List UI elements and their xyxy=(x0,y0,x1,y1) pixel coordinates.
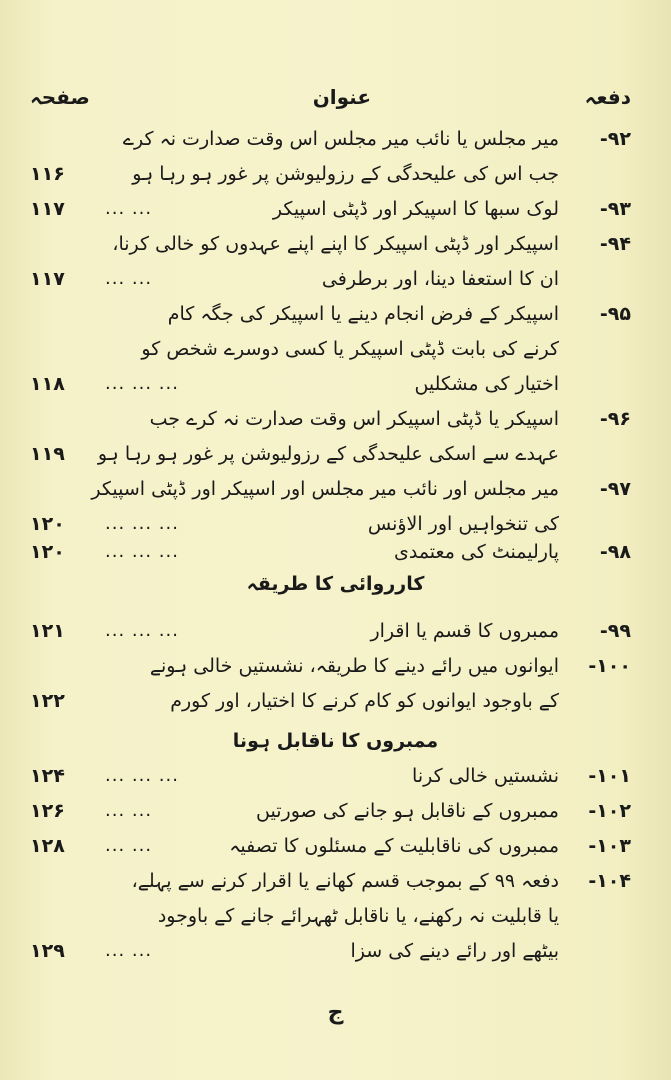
leader-dots: ... ... ... xyxy=(105,541,179,562)
entry-title: ایوانوں میں رائے دینے کا طریقہ، نشستیں خالی ہونے xyxy=(149,655,559,677)
toc-line xyxy=(0,835,671,871)
title-column-label: عنوان xyxy=(312,85,371,109)
entry-title: جب اس کی علیحدگی کے رزولیوشن پر غور ہو رہا ہو xyxy=(132,163,559,185)
entry-title: ممبروں کی ناقابلیت کے مسئلوں کا تصفیہ xyxy=(229,835,559,857)
section-number: ۹۹- xyxy=(599,620,631,642)
entry-title: پارلیمنٹ کی معتمدی xyxy=(393,541,559,563)
toc-line xyxy=(0,268,671,304)
section-column-label: دفعہ xyxy=(584,85,631,109)
toc-line xyxy=(0,163,671,199)
section-number: ۹۷- xyxy=(599,478,631,500)
page-number: ۱۲۸ xyxy=(30,835,65,857)
toc-line xyxy=(0,765,671,801)
leader-dots: ... ... xyxy=(105,940,153,961)
page-number: ۱۱۷ xyxy=(30,198,65,220)
toc-line xyxy=(0,408,671,444)
toc-line xyxy=(0,940,671,976)
section-number: ۹۶- xyxy=(599,408,631,430)
page-number: ۱۲۴ xyxy=(30,765,65,787)
entry-title: کے باوجود ایوانوں کو کام کرنے کا اختیار، اور کورم xyxy=(170,690,559,712)
entry-title: کرنے کی بابت ڈپٹی اسپیکر یا کسی دوسرے شخص کو xyxy=(141,338,559,360)
section-number: ۹۴- xyxy=(599,233,631,255)
section-number: ۱۰۱- xyxy=(588,765,631,787)
page-number: ۱۲۱ xyxy=(30,620,65,642)
toc-line xyxy=(0,478,671,514)
section-heading-disqualification: ممبروں کا ناقابل ہونا xyxy=(232,730,439,752)
page-number: ۱۲۰ xyxy=(30,541,65,563)
leader-dots: ... ... ... xyxy=(105,765,179,786)
leader-dots: ... ... xyxy=(105,198,153,219)
leader-dots: ... ... ... xyxy=(105,513,179,534)
section-number: ۹۵- xyxy=(599,303,631,325)
toc-line xyxy=(0,541,671,577)
entry-title: میر مجلس یا نائب میر مجلس اس وقت صدارت نہ کرے xyxy=(122,128,559,150)
entry-title: اسپیکر کے فرض انجام دینے یا اسپیکر کی جگہ کام xyxy=(167,303,559,325)
toc-line xyxy=(0,373,671,409)
toc-line xyxy=(0,338,671,374)
column-header-row xyxy=(0,85,671,119)
page-number: ۱۱۸ xyxy=(30,373,65,395)
toc-line xyxy=(0,800,671,836)
toc-line xyxy=(0,233,671,269)
page-number: ۱۲۲ xyxy=(30,690,65,712)
section-number: ۱۰۲- xyxy=(588,800,631,822)
section-number: ۱۰۰- xyxy=(588,655,631,677)
entry-title: ممبروں کا قسم یا اقرار xyxy=(370,620,559,642)
entry-title: اسپیکر یا ڈپٹی اسپیکر اس وقت صدارت نہ کرے جب xyxy=(149,408,559,430)
leader-dots: ... ... xyxy=(105,835,153,856)
page-number: ۱۲۶ xyxy=(30,800,65,822)
entry-title: نشستیں خالی کرنا xyxy=(412,765,559,787)
toc-line xyxy=(0,655,671,691)
toc-line xyxy=(0,905,671,941)
entry-title: لوک سبھا کا اسپیکر اور ڈپٹی اسپیکر xyxy=(272,198,559,220)
section-number: ۱۰۳- xyxy=(588,835,631,857)
entry-title: میر مجلس اور نائب میر مجلس اور اسپیکر اور ڈپٹی اسپیکر xyxy=(91,478,559,500)
entry-title: ممبروں کے ناقابل ہو جانے کی صورتیں xyxy=(256,800,559,822)
page-number: ۱۱۶ xyxy=(30,163,65,185)
toc-line xyxy=(0,443,671,479)
leader-dots: ... ... ... xyxy=(105,373,179,394)
entry-title: اسپیکر اور ڈپٹی اسپیکر کا اپنے اپنے عہدوں کو خالی کرنا، xyxy=(112,233,559,255)
page-marker: ج xyxy=(327,1000,344,1025)
toc-line xyxy=(0,690,671,726)
toc-line xyxy=(0,303,671,339)
section-heading-proceedings: کارروائی کا طریقہ xyxy=(246,573,425,595)
leader-dots: ... ... ... xyxy=(105,620,179,641)
entry-title: اختیار کی مشکلیں xyxy=(414,373,559,395)
page-number: ۱۲۹ xyxy=(30,940,65,962)
page-column-label: صفحہ xyxy=(30,85,90,109)
entry-title: بیٹھے اور رائے دینے کی سزا xyxy=(350,940,559,962)
toc-line xyxy=(0,620,671,656)
section-number: ۱۰۴- xyxy=(588,870,631,892)
section-number: ۹۸- xyxy=(599,541,631,563)
section-number: ۹۲- xyxy=(599,128,631,150)
leader-dots: ... ... xyxy=(105,268,153,289)
entry-title: کی تنخواہیں اور الاؤنس xyxy=(367,513,559,535)
entry-title: ان کا استعفا دینا، اور برطرفی xyxy=(321,268,559,290)
toc-line xyxy=(0,128,671,164)
page-number: ۱۱۷ xyxy=(30,268,65,290)
page-number: ۱۲۰ xyxy=(30,513,65,535)
leader-dots: ... ... xyxy=(105,800,153,821)
section-number: ۹۳- xyxy=(599,198,631,220)
toc-line xyxy=(0,198,671,234)
entry-title: دفعہ ۹۹ کے بموجب قسم کھانے یا اقرار کرنے سے پہلے، xyxy=(131,870,559,892)
toc-line xyxy=(0,870,671,906)
entry-title: یا قابلیت نہ رکھنے، یا ناقابل ٹھہرائے جانے کے باوجود xyxy=(157,905,559,927)
page-number: ۱۱۹ xyxy=(30,443,65,465)
entry-title: عہدے سے اسکی علیحدگی کے رزولیوشن پر غور ہو رہا ہو xyxy=(97,443,559,465)
